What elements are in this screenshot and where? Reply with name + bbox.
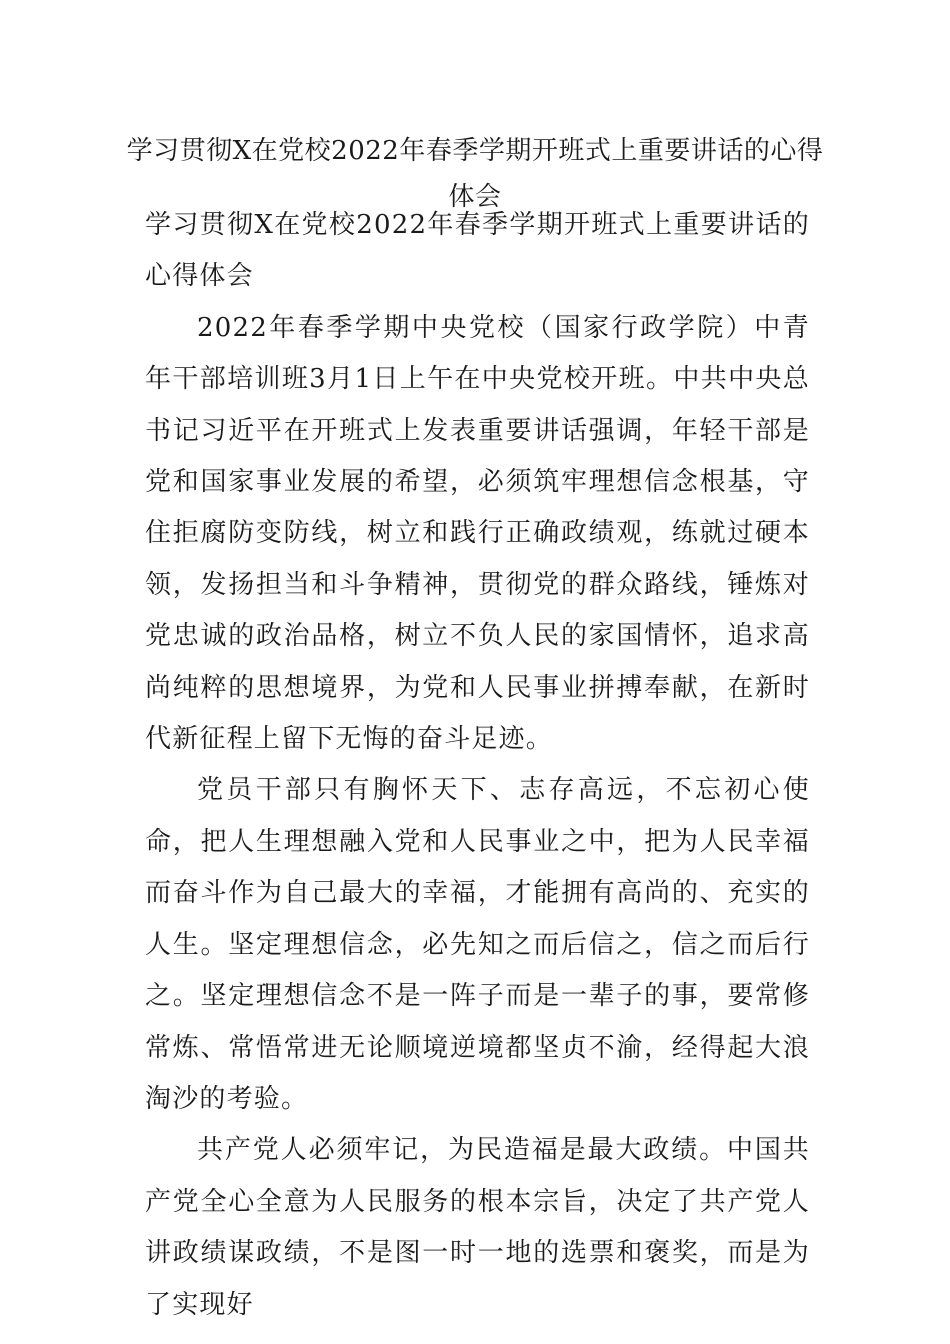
document-title: 学习贯彻X在党校2022年春季学期开班式上重要讲话的心得体会: [126, 136, 824, 212]
paragraph-1: 2022年春季学期中央党校（国家行政学院）中青年干部培训班3月1日上午在中央党校开班。中共中央总书记习近平在开班式上发表重要讲话强调，年轻干部是党和国家事业发展的希望，必须筑牢理想信念根基，守住拒腐防变防线，树立和践行正确政绩观，练就过硬本领，发扬担当和斗争精神，贯彻党的群众路线，锤炼对党忠诚的政治品格，树立不负人民的家国情怀，追求高尚纯粹的思想境界，为党和人民事业拼搏奉献，在新时代新征程上留下无悔的奋斗足迹。: [145, 312, 810, 755]
paragraph-2: 党员干部只有胸怀天下、志存高远，不忘初心使命，把人生理想融入党和人民事业之中，把为人民幸福而奋斗作为自己最大的幸福，才能拥有高尚的、充实的人生。坚定理想信念，必先知之而后信之，信之而后行之。坚定理想信念不是一阵子而是一辈子的事，要常修常炼、常悟常进无论顺境逆境都坚贞不渝，经得起大浪淘沙的考验。: [145, 775, 810, 1114]
repeated-title: 学习贯彻X在党校2022年春季学期开班式上重要讲话的心得体会: [145, 210, 810, 292]
document-body: [145, 200, 810, 1331]
paragraph-3: 共产党人必须牢记，为民造福是最大政绩。中国共产党全心全意为人民服务的根本宗旨，决定了共产党人讲政绩谋政绩，不是图一时一地的选票和褒奖，而是为了实现好: [145, 1135, 810, 1320]
